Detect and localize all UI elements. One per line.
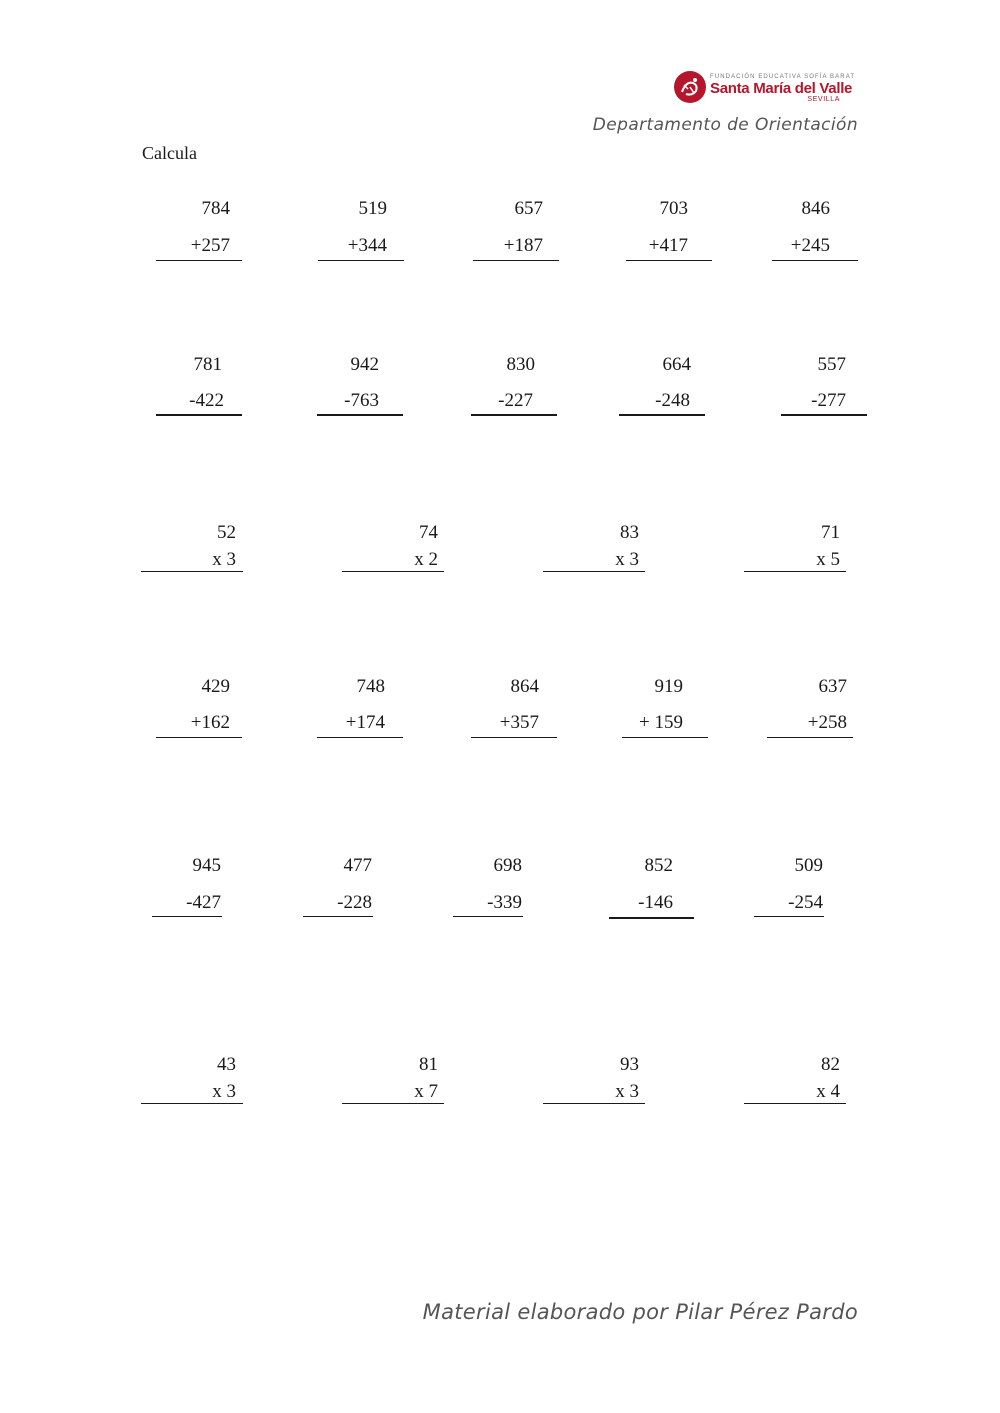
result-line <box>453 916 523 917</box>
operand-bottom: x 5 <box>816 549 840 570</box>
operand-bottom: -422 <box>189 390 224 411</box>
operand-bottom: +258 <box>807 712 847 733</box>
operand-bottom: x 7 <box>414 1081 438 1102</box>
operand-top: 852 <box>644 855 673 876</box>
operand-bottom: -228 <box>337 892 372 913</box>
operand-bottom: x 3 <box>615 549 639 570</box>
result-line <box>543 571 645 572</box>
operand-top: 74 <box>419 522 438 543</box>
operand-bottom: -146 <box>638 892 673 913</box>
operand-bottom: +245 <box>790 235 830 256</box>
operand-bottom: +187 <box>503 235 543 256</box>
operand-bottom: +257 <box>190 235 230 256</box>
operand-bottom: x 3 <box>615 1081 639 1102</box>
result-line <box>317 737 403 738</box>
school-logo <box>674 70 856 106</box>
instruction: Calcula <box>142 143 197 163</box>
result-line <box>317 414 403 416</box>
operand-bottom: -227 <box>498 390 533 411</box>
operand-bottom: +344 <box>347 235 387 256</box>
operand-bottom: +174 <box>345 712 385 733</box>
operand-top: 637 <box>818 676 847 697</box>
school-emblem-icon <box>674 71 706 103</box>
operand-top: 919 <box>654 676 683 697</box>
operand-top: 748 <box>356 676 385 697</box>
operand-top: 781 <box>193 354 222 375</box>
operand-top: 52 <box>217 522 236 543</box>
operand-top: 784 <box>201 198 230 219</box>
result-line <box>543 1103 645 1104</box>
operand-bottom: x 3 <box>212 549 236 570</box>
result-line <box>767 737 853 738</box>
operand-top: 830 <box>506 354 535 375</box>
result-line <box>772 260 858 261</box>
result-line <box>473 260 559 261</box>
operand-top: 43 <box>217 1054 236 1075</box>
result-line <box>141 1103 243 1104</box>
operand-top: 429 <box>201 676 230 697</box>
operand-bottom: -254 <box>788 892 823 913</box>
operand-bottom: x 4 <box>816 1081 840 1102</box>
logo-org-line: FUNDACIÓN EDUCATIVA SOFÍA BARAT <box>710 74 856 80</box>
operand-bottom: x 2 <box>414 549 438 570</box>
operand-top: 557 <box>817 354 846 375</box>
operand-top: 846 <box>801 198 830 219</box>
author-footer: Material elaborado por Pilar Pérez Pardo <box>422 1300 858 1324</box>
result-line <box>471 737 557 738</box>
result-line <box>744 571 846 572</box>
result-line <box>156 414 242 416</box>
result-line <box>156 260 242 261</box>
result-line <box>626 260 712 261</box>
result-line <box>781 414 867 416</box>
result-line <box>754 916 824 917</box>
operand-top: 519 <box>358 198 387 219</box>
logo-name: Santa María del Valle <box>710 80 853 97</box>
result-line <box>619 414 705 416</box>
operand-top: 509 <box>794 855 823 876</box>
operand-bottom: -248 <box>655 390 690 411</box>
result-line <box>141 571 243 572</box>
result-line <box>609 917 694 919</box>
operand-top: 945 <box>192 855 221 876</box>
logo-city: SEVILLA <box>807 96 840 103</box>
operand-top: 942 <box>350 354 379 375</box>
operand-bottom: +357 <box>499 712 539 733</box>
department-title: Departamento de Orientación <box>592 115 858 135</box>
result-line <box>342 571 444 572</box>
result-line <box>152 916 222 917</box>
operand-top: 81 <box>419 1054 438 1075</box>
operand-bottom: + 159 <box>639 712 683 733</box>
result-line <box>342 1103 444 1104</box>
operand-bottom: -427 <box>186 892 221 913</box>
operand-top: 698 <box>493 855 522 876</box>
operand-bottom: -763 <box>344 390 379 411</box>
result-line <box>622 737 708 738</box>
result-line <box>744 1103 846 1104</box>
operand-bottom: +417 <box>648 235 688 256</box>
operand-top: 71 <box>821 522 840 543</box>
operand-top: 93 <box>620 1054 639 1075</box>
operand-top: 477 <box>343 855 372 876</box>
result-line <box>303 916 373 917</box>
operand-top: 703 <box>659 198 688 219</box>
operand-top: 664 <box>662 354 691 375</box>
operand-bottom: x 3 <box>212 1081 236 1102</box>
operand-top: 657 <box>514 198 543 219</box>
result-line <box>318 260 404 261</box>
operand-bottom: -339 <box>487 892 522 913</box>
result-line <box>471 414 557 416</box>
operand-top: 864 <box>510 676 539 697</box>
operand-bottom: -277 <box>811 390 846 411</box>
operand-bottom: +162 <box>190 712 230 733</box>
operand-top: 82 <box>821 1054 840 1075</box>
operand-top: 83 <box>620 522 639 543</box>
result-line <box>156 737 242 738</box>
